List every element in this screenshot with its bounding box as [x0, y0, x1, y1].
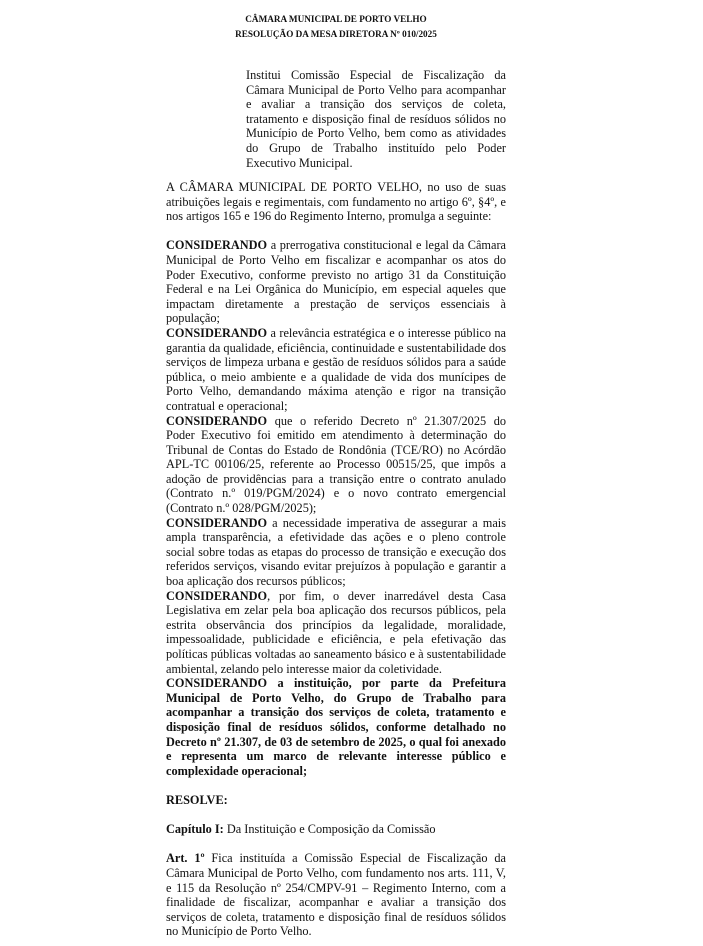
considerando-label: CONSIDERANDO	[166, 515, 268, 530]
considerando-4	[166, 516, 506, 589]
resolve-heading: RESOLVE:	[166, 792, 228, 807]
header-chamber-name: CÂMARA MUNICIPAL DE PORTO VELHO	[245, 14, 427, 24]
considerando-text: , por fim, o dever inarredável desta Casa Legislativa em zelar pela boa aplicação dos recursos públicos, pela estrita observância dos princípios da legalidade, moralidade, impessoalidade, publicidade e eficiência, e pela efetivação das políticas públicas voltadas ao saneamento básico e à sustentabilidade ambiental, zelando pelo interesse maior da coletividade.	[166, 588, 506, 676]
considerando-final: CONSIDERANDO a instituição, por parte da Prefeitura Municipal de Porto Velho, do Grupo de Trabalho para acompanhar a transição dos serviços de coleta, tratamento e disposição final de resíduos sólidos, conforme detalhado no Decreto nº 21.307, de 03 de setembro de 2025, o qual foi anexado e representa um marco de relevante interesse público e complexidade operacional;	[166, 676, 506, 778]
chapter-heading	[166, 822, 506, 837]
chapter-title: Da Instituição e Composição da Comissão	[223, 822, 436, 837]
article-1	[166, 851, 506, 939]
article-text: Fica instituída a Comissão Especial de Fiscalização da Câmara Municipal de Porto Velho, com fundamento nos arts. 111, V, e 115 da Resolução nº 254/CMPV-91 – Regimento Interno, com a finalidade de fiscalizar, acompanhar e avaliar a transição dos serviços de coleta, tratamento e disposição final de resíduos sólidos no Município de Porto Velho.	[166, 851, 506, 939]
considerando-label: CONSIDERANDO	[166, 238, 268, 253]
article-label: Art. 1º	[166, 851, 205, 866]
considerando-5	[166, 589, 506, 677]
considerando-2	[166, 326, 506, 414]
considerando-label: CONSIDERANDO	[166, 413, 268, 428]
document-body	[166, 180, 506, 939]
ementa: Institui Comissão Especial de Fiscalização da Câmara Municipal de Porto Velho para acompanhar e avaliar a transição dos serviços de coleta, tratamento e disposição final de resíduos sólidos no Município de Porto Velho, bem como as atividades do Grupo de Trabalho instituído pelo Poder Executivo Municipal.	[246, 68, 506, 170]
considerando-label: CONSIDERANDO	[166, 588, 268, 603]
document-header	[166, 12, 506, 41]
header-resolution-number: RESOLUÇÃO DA MESA DIRETORA Nº 010/2025	[235, 28, 437, 39]
considerando-text: a relevância estratégica e o interesse público na garantia da qualidade, eficiência, continuidade e sustentabilidade dos serviços de limpeza urbana e gestão de resíduos sólidos para a saúde pública, o meio ambiente e a qualidade de vida dos munícipes de Porto Velho, demandando máxima atenção e rigor na transição contratual e operacional;	[166, 325, 506, 413]
considerando-text: a necessidade imperativa de assegurar a mais ampla transparência, a efetividade das ações e o pleno controle social sobre todas as etapas do processo de transição e execução dos referidos serviços, visando evitar prejuízos à população e garantir a boa aplicação dos recursos públicos;	[166, 515, 506, 589]
considerando-1	[166, 238, 506, 326]
considerando-3	[166, 414, 506, 516]
considerando-text: que o referido Decreto nº 21.307/2025 do Poder Executivo foi emitido em atendimento à determinação do Tribunal de Contas do Estado de Rondônia (TCE/RO) no Acórdão APL-TC 00106/25, referente ao Processo 00515/25, que impôs a adoção de providências para a transição entre o contrato anulado (Contrato n.º 019/PGM/2024) e o novo contrato emergencial (Contrato n.º 028/PGM/2025);	[166, 413, 506, 516]
preambulo: A CÂMARA MUNICIPAL DE PORTO VELHO, no uso de suas atribuições legais e regimentais, com fundamento no artigo 6º, §4º, e nos artigos 165 e 196 do Regimento Interno, promulga a seguinte:	[166, 180, 506, 224]
considerando-text: a prerrogativa constitucional e legal da Câmara Municipal de Porto Velho em fiscalizar e acompanhar os atos do Poder Executivo, conforme previsto no artigo 31 da Constituição Federal e na Lei Orgânica do Município, em especial aqueles que impactam diretamente a prestação de serviços essenciais à população;	[166, 238, 506, 326]
chapter-label: Capítulo I:	[166, 822, 224, 837]
considerando-label: CONSIDERANDO	[166, 325, 268, 340]
